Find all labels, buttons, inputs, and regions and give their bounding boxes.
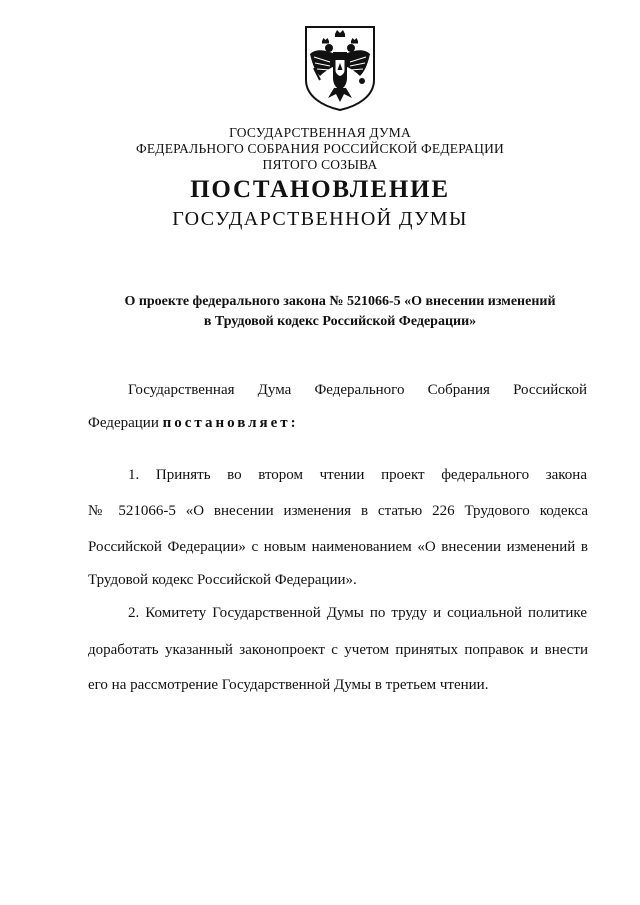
paragraph-2-line-1: 2. Комитету Государственной Думы по труду и социальной политике <box>128 605 587 621</box>
organization-name-line-2: ФЕДЕРАЛЬНОГО СОБРАНИЯ РОССИЙСКОЙ ФЕДЕРАЦИИ <box>136 141 504 156</box>
paragraph-2-line-3: его на рассмотрение Государственной Думы в третьем чтении. <box>88 677 489 693</box>
decree-verb: постановляет: <box>162 415 299 431</box>
preamble-line-1: Государственная Дума Федерального Собрания Российской <box>128 382 587 398</box>
paragraph-1-line-1: 1. Принять во втором чтении проект федерального закона <box>128 467 587 483</box>
preamble-line-2 <box>88 413 588 433</box>
subject-line-2: в Трудовой кодекс Российской Федерации» <box>203 314 477 329</box>
document-title: ПОСТАНОВЛЕНИЕ <box>190 176 450 203</box>
organization-name-line-1: ГОСУДАРСТВЕННАЯ ДУМА <box>229 125 411 140</box>
paragraph-1-line-3: Российской Федерации» с новым наименованием «О внесении изменений в <box>88 539 588 555</box>
paragraph-1-line-4: Трудовой кодекс Российской Федерации». <box>88 572 357 588</box>
preamble-text: Федерации <box>88 415 163 431</box>
paragraph-1-line-2: № 521066-5 «О внесении изменения в статью 226 Трудового кодекса <box>88 503 588 519</box>
paragraph-2-line-2: доработать указанный законопроект с учетом принятых поправок и внести <box>88 642 588 658</box>
russian-coat-of-arms-icon <box>302 24 378 112</box>
convocation-line: ПЯТОГО СОЗЫВА <box>262 157 378 172</box>
document-subtitle: ГОСУДАРСТВЕННОЙ ДУМЫ <box>172 208 468 230</box>
subject-line-1: О проекте федерального закона № 521066-5 «О внесении изменений <box>124 294 556 309</box>
